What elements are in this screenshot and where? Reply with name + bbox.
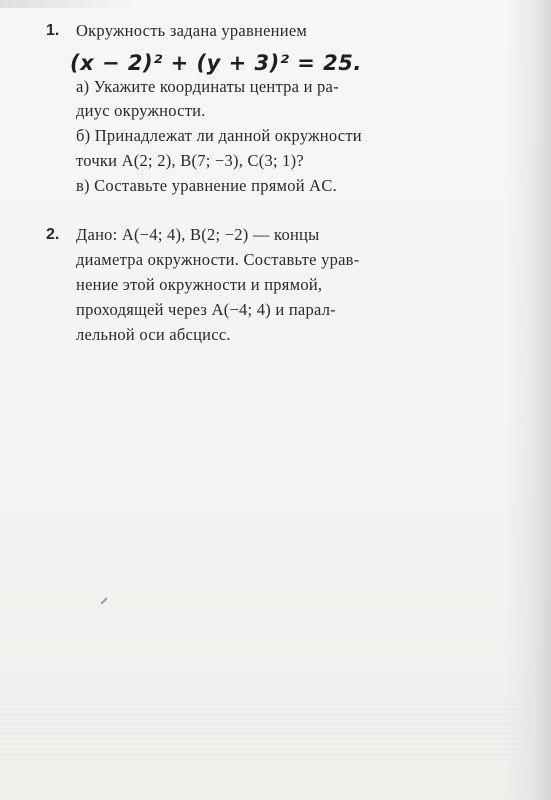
- problem-2-line-5: лельной оси абсцисс.: [76, 325, 231, 344]
- problem-1-line-3: диус окружности.: [76, 101, 206, 120]
- problem-2-line-4: проходящей через A(−4; 4) и парал-: [76, 300, 336, 319]
- scan-bleed-top: [0, 0, 140, 8]
- problem-1-number: 1.: [46, 22, 60, 39]
- problem-2-line-2: диаметра окружности. Составьте урав-: [76, 250, 360, 269]
- problem-1-line-2: а) Укажите координаты центра и ра-: [76, 77, 339, 96]
- problem-1-line-6: в) Составьте уравнение прямой AC.: [76, 176, 337, 195]
- problem-1-equation: (x − 2)² + (y + 3)² = 25.: [70, 51, 362, 75]
- problem-1-line-4: б) Принадлежат ли данной окружности: [76, 126, 362, 145]
- scan-edge-shadow: [505, 0, 551, 800]
- problem-1-line-1: Окружность задана уравнением: [76, 21, 308, 40]
- scan-bleed-bottom: [0, 700, 520, 760]
- pencil-mark: [100, 597, 107, 604]
- problem-2-line-3: нение этой окружности и прямой,: [76, 275, 323, 294]
- problem-2-line-1: Дано: A(−4; 4), B(2; −2) — концы: [76, 225, 320, 244]
- problem-2-number: 2.: [46, 226, 60, 243]
- problem-1-line-5: точки A(2; 2), B(7; −3), C(3; 1)?: [76, 151, 304, 170]
